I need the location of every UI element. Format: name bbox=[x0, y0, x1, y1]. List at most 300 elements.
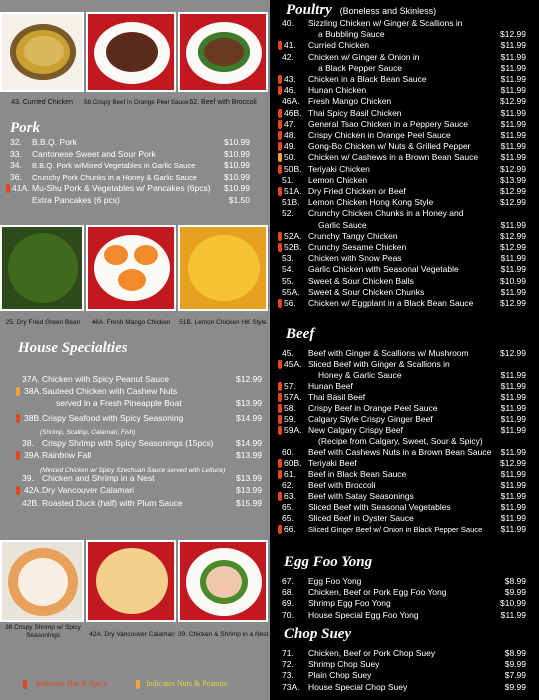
photo-chicken-shrimp-nest bbox=[178, 540, 268, 622]
item-name: Hunan Beef bbox=[308, 381, 353, 391]
menu-item-row bbox=[20, 473, 262, 484]
note-rainbow-fall: (Minced Chicken w/ Spicy Szechuan Sauce served with Lettuce) bbox=[40, 467, 226, 474]
menu-item-row bbox=[280, 175, 526, 186]
item-name: General Tsao Chicken in a Peppery Sauce bbox=[308, 118, 469, 129]
item-number: 32. bbox=[10, 137, 22, 147]
item-name: Calgary Style Crispy Ginger Beef bbox=[308, 414, 433, 424]
menu-item-row bbox=[280, 186, 526, 197]
menu-item-row bbox=[280, 242, 526, 253]
item-name: Crunchy Sesame Chicken bbox=[308, 242, 407, 252]
item-name: Hunan Chicken bbox=[308, 85, 367, 96]
item-name: Shrimp Chop Suey bbox=[308, 659, 380, 670]
hot-pepper-icon bbox=[278, 525, 282, 534]
item-number: 65. bbox=[282, 502, 294, 512]
hot-pepper-icon bbox=[16, 414, 20, 423]
item-name: Chicken with Snow Peas bbox=[308, 253, 402, 264]
item-price: $12.99 bbox=[500, 96, 526, 107]
poultry-title: Poultry bbox=[286, 2, 332, 18]
menu-item-row bbox=[280, 220, 526, 231]
hot-pepper-icon bbox=[23, 680, 27, 689]
hot-pepper-icon bbox=[278, 393, 282, 402]
menu-item-row bbox=[20, 438, 262, 449]
menu-item-row bbox=[280, 74, 526, 85]
item-number: 36. bbox=[10, 171, 22, 182]
item-number: 59. bbox=[284, 414, 296, 424]
item-number: 56. bbox=[284, 298, 296, 308]
item-number: 39. bbox=[22, 473, 34, 484]
item-number: 65. bbox=[282, 513, 294, 523]
item-number: 39A. bbox=[24, 449, 42, 460]
menu-item-row bbox=[280, 610, 526, 621]
menu-item-row bbox=[280, 152, 526, 163]
poultry-heading bbox=[286, 2, 436, 19]
item-name: Chicken and Shrimp in a Nest bbox=[42, 473, 155, 484]
legend-nuts-peanuts: Indicates Nuts & Peanuts bbox=[146, 679, 228, 688]
item-name: Chicken w/ Cashews in a Brown Bean Sauce bbox=[308, 152, 479, 163]
item-price: $10.99 bbox=[224, 148, 250, 159]
menu-item-row bbox=[280, 513, 526, 524]
item-number: 63. bbox=[284, 491, 296, 501]
item-price: $14.99 bbox=[236, 412, 262, 423]
item-number: 51A. bbox=[284, 186, 302, 196]
item-name: House Special Egg Foo Yong bbox=[308, 609, 419, 620]
item-name: Crispy Shrimp with Spicy Seasonings (15pcs) bbox=[42, 437, 214, 448]
item-name: Sweet & Sour Chicken Chunks bbox=[308, 286, 425, 297]
item-name: Extra Pancakes (6 pcs) bbox=[32, 195, 120, 205]
item-price: $8.99 bbox=[504, 576, 526, 586]
menu-item-row bbox=[20, 374, 262, 385]
hot-pepper-icon bbox=[278, 131, 282, 140]
item-price: $10.99 bbox=[224, 171, 250, 182]
menu-item-row bbox=[280, 359, 526, 370]
item-price: $12.99 bbox=[500, 163, 526, 174]
caption-chicken-shrimp-nest: 39. Chicken & Shrimp in a Nest bbox=[178, 631, 269, 638]
item-name: Sweet & Sour Chicken Balls bbox=[308, 275, 414, 286]
item-name: Chicken w/ Ginger & Onion in bbox=[308, 51, 420, 62]
menu-item-row bbox=[280, 40, 526, 51]
item-price: $9.99 bbox=[504, 681, 526, 692]
item-price: $11.99 bbox=[500, 609, 526, 620]
item-number: 53. bbox=[282, 253, 294, 264]
item-price: $13.99 bbox=[236, 449, 262, 460]
item-price: $11.99 bbox=[500, 425, 526, 435]
item-price: $11.99 bbox=[500, 524, 526, 534]
item-price: $12.99 bbox=[500, 197, 526, 208]
item-price: $11.99 bbox=[500, 85, 526, 96]
menu-item-row bbox=[20, 413, 262, 424]
item-price: $11.99 bbox=[500, 152, 526, 163]
item-number: 52B. bbox=[284, 242, 302, 252]
item-name: Sliced Beef with Ginger & Scallions in bbox=[308, 359, 450, 369]
menu-item-row bbox=[280, 648, 526, 659]
photo-beef-broccoli bbox=[178, 12, 268, 92]
item-price: $12.99 bbox=[500, 298, 526, 308]
beef-heading: Beef bbox=[286, 326, 315, 342]
item-name: Honey & Garlic Sauce bbox=[318, 370, 402, 380]
house-specialties-heading: House Specialties bbox=[18, 340, 128, 356]
menu-item-row bbox=[280, 480, 526, 491]
menu-item-row bbox=[280, 414, 526, 425]
item-number: 47. bbox=[284, 118, 296, 129]
item-number: 49. bbox=[284, 141, 296, 152]
photo-lemon-chicken bbox=[178, 225, 268, 311]
item-price: $10.99 bbox=[224, 183, 250, 194]
item-name: Chicken with Spicy Peanut Sauce bbox=[42, 374, 170, 384]
menu-item-row bbox=[280, 670, 526, 681]
item-name: Garlic Chicken with Seasonal Vegetable bbox=[308, 264, 459, 275]
item-number: 68. bbox=[282, 587, 294, 598]
menu-item-row bbox=[8, 195, 250, 206]
menu-item-row bbox=[280, 491, 526, 502]
menu-item-row bbox=[280, 119, 526, 130]
item-name: Sliced Beef in Oyster Sauce bbox=[308, 513, 414, 523]
item-number: 58. bbox=[284, 403, 296, 413]
menu-item-row bbox=[280, 85, 526, 96]
item-price: $11.99 bbox=[500, 253, 526, 264]
item-price: $11.99 bbox=[500, 414, 526, 424]
item-price: $13.99 bbox=[500, 174, 526, 185]
item-name: Fresh Mango Chicken bbox=[308, 96, 392, 107]
item-number: 60B. bbox=[284, 458, 302, 468]
hot-pepper-icon bbox=[278, 41, 282, 50]
item-number: 66. bbox=[284, 524, 296, 534]
item-number: 57A. bbox=[284, 392, 302, 402]
item-number: 38B. bbox=[24, 412, 42, 423]
item-price: $10.99 bbox=[500, 598, 526, 609]
item-price: $11.99 bbox=[500, 118, 526, 129]
item-name: Sauteed Chicken with Cashew Nuts bbox=[42, 385, 178, 396]
item-number: 52A. bbox=[284, 230, 302, 241]
item-number: 46B. bbox=[284, 107, 302, 118]
hot-pepper-icon bbox=[278, 243, 282, 252]
item-number: 41. bbox=[284, 40, 296, 51]
photo-mango-chicken bbox=[86, 225, 176, 311]
item-name: Crunchy Chicken Chunks in a Honey and bbox=[308, 208, 464, 219]
caption-vancouver-calamari: 42A. Dry Vancouver Calamari bbox=[89, 631, 175, 638]
hot-pepper-icon bbox=[6, 184, 10, 193]
menu-item-row bbox=[280, 141, 526, 152]
item-number: 48. bbox=[284, 130, 296, 140]
menu-item-row bbox=[280, 298, 526, 309]
menu-item-row bbox=[20, 398, 262, 409]
menu-item-row bbox=[280, 287, 526, 298]
item-price: $10.99 bbox=[500, 275, 526, 286]
menu-item-row bbox=[280, 197, 526, 208]
item-name: Beef in Black Bean Sauce bbox=[308, 469, 407, 479]
menu-item-row bbox=[280, 587, 526, 598]
item-name: Beef with Cashews Nuts in a Brown Bean Sauce bbox=[308, 447, 492, 457]
menu-item-row bbox=[280, 108, 526, 119]
menu-item-row bbox=[280, 436, 526, 447]
hot-pepper-icon bbox=[278, 382, 282, 391]
item-name: Sliced Ginger Beef w/ Onion in Black Pepper Sauce bbox=[308, 525, 483, 534]
hot-pepper-icon bbox=[278, 470, 282, 479]
menu-item-row bbox=[280, 458, 526, 469]
menu-item-row bbox=[280, 682, 526, 693]
item-price: $11.99 bbox=[500, 403, 526, 413]
item-price: $11.99 bbox=[500, 51, 526, 62]
caption-crispy-shrimp bbox=[0, 624, 86, 640]
menu-item-row bbox=[280, 447, 526, 458]
menu-item-row bbox=[20, 450, 262, 461]
item-number: 45A. bbox=[284, 359, 302, 369]
item-price: $10.99 bbox=[224, 137, 250, 147]
item-name: Shrimp Egg Foo Yong bbox=[308, 598, 391, 609]
hot-pepper-icon bbox=[278, 109, 282, 118]
item-price: $15.99 bbox=[236, 497, 262, 508]
item-name: (Recipe from Calgary, Sweet, Sour & Spicy) bbox=[318, 436, 483, 446]
item-name: Plain Chop Suey bbox=[308, 670, 372, 681]
menu-item-row bbox=[280, 576, 526, 587]
item-price: $9.99 bbox=[504, 659, 526, 670]
menu-item-row bbox=[280, 381, 526, 392]
poultry-subtitle: (Boneless and Skinless) bbox=[339, 6, 437, 16]
item-name: Dry Vancouver Calamari bbox=[42, 484, 134, 495]
egg-foo-yong-heading: Egg Foo Yong bbox=[284, 554, 373, 570]
item-number: 60. bbox=[282, 447, 294, 457]
hot-pepper-icon bbox=[278, 492, 282, 501]
menu-item-row bbox=[280, 264, 526, 275]
item-name: Thai Spicy Basil Chicken bbox=[308, 107, 402, 118]
item-name: Rainbow Fall bbox=[42, 449, 92, 460]
photo-vancouver-calamari bbox=[86, 540, 176, 622]
item-name: Chicken in a Black Bean Sauce bbox=[308, 74, 427, 84]
item-price: $11.99 bbox=[500, 62, 526, 73]
item-price: $8.99 bbox=[504, 648, 526, 658]
hot-pepper-icon bbox=[278, 142, 282, 151]
item-name: B.B.Q. Pork bbox=[32, 137, 77, 147]
caption-curried-chicken: 43. Curried Chicken bbox=[11, 99, 73, 106]
item-price: $11.99 bbox=[500, 381, 526, 391]
item-price: $13.99 bbox=[236, 484, 262, 495]
hot-pepper-icon bbox=[278, 187, 282, 196]
menu-item-row bbox=[280, 370, 526, 381]
item-price: $12.99 bbox=[236, 374, 262, 384]
caption-mango-chicken: 46A. Fresh Mango Chicken bbox=[91, 319, 171, 326]
menu-item-row bbox=[8, 160, 250, 171]
item-number: 40. bbox=[282, 18, 294, 28]
item-price: $11.99 bbox=[500, 107, 526, 118]
caption-green-bean: 25. Dry Fried Green Bean bbox=[5, 319, 81, 326]
item-price: $11.99 bbox=[500, 469, 526, 479]
right-panel bbox=[270, 0, 539, 700]
item-number: 37A. bbox=[22, 374, 40, 384]
item-name: New Calgary Crispy Beef bbox=[308, 425, 403, 435]
photo-green-bean bbox=[0, 225, 84, 311]
item-number: 33. bbox=[10, 148, 22, 159]
pork-heading: Pork bbox=[10, 120, 40, 136]
menu-item-row bbox=[280, 52, 526, 63]
item-name: Lemon Chicken bbox=[308, 174, 368, 185]
item-price: $11.99 bbox=[500, 141, 526, 152]
photo-curried-chicken bbox=[0, 12, 84, 92]
item-name: Chicken w/ Eggplant in a Black Bean Sauce bbox=[308, 298, 474, 308]
item-number: 42B. bbox=[22, 497, 40, 508]
menu-item-row bbox=[280, 253, 526, 264]
menu-item-row bbox=[8, 183, 250, 194]
menu-item-row bbox=[280, 469, 526, 480]
item-price: $9.99 bbox=[504, 587, 526, 598]
item-name: Beef with Ginger & Scallions w/ Mushroom bbox=[308, 348, 469, 358]
nut-pepper-icon bbox=[278, 153, 282, 162]
item-number: 50. bbox=[284, 152, 296, 163]
menu-item-row bbox=[280, 502, 526, 513]
item-name: Lemon Chicken Hong Kong Style bbox=[308, 197, 434, 208]
item-name: Crunchy Pork Chunks in a Honey & Garlic Sauce bbox=[32, 172, 198, 182]
item-name: Curried Chicken bbox=[308, 40, 369, 51]
menu-item-row bbox=[280, 598, 526, 609]
item-price: $12.99 bbox=[500, 458, 526, 468]
item-name: Thai Basil Beef bbox=[308, 392, 366, 402]
item-number: 51B. bbox=[282, 197, 300, 208]
item-price: $13.99 bbox=[236, 397, 262, 408]
item-name: Teriyaki Chicken bbox=[308, 163, 370, 174]
item-price: $12.99 bbox=[500, 29, 526, 40]
hot-pepper-icon bbox=[278, 459, 282, 468]
hot-pepper-icon bbox=[16, 451, 20, 460]
item-price: $11.99 bbox=[500, 502, 526, 512]
item-price: $11.99 bbox=[500, 130, 526, 140]
item-name: Sliced Beef with Seasonal Vegetables bbox=[308, 502, 451, 512]
menu-item-row bbox=[280, 63, 526, 74]
item-name: Chicken, Beef or Pork Egg Foo Yong bbox=[308, 587, 447, 598]
item-number: 51. bbox=[282, 174, 294, 185]
menu-item-row bbox=[20, 386, 262, 397]
item-price: $11.99 bbox=[500, 370, 526, 380]
photo-crispy-shrimp bbox=[0, 540, 84, 622]
item-number: 38. bbox=[22, 437, 34, 448]
caption-beef-broccoli: 62. Beef with Broccoli bbox=[189, 99, 257, 106]
item-price: $12.99 bbox=[500, 348, 526, 358]
item-price: $14.99 bbox=[236, 437, 262, 448]
item-number: 71. bbox=[282, 648, 294, 658]
item-name: Egg Foo Yong bbox=[308, 576, 362, 586]
menu-item-row bbox=[8, 172, 250, 183]
item-name: Garlic Sauce bbox=[318, 219, 367, 230]
item-name: a Black Pepper Sauce bbox=[318, 62, 403, 73]
hot-pepper-icon bbox=[278, 415, 282, 424]
item-number: 62. bbox=[282, 480, 294, 490]
item-name: Crispy Chicken in Orange Peel Sauce bbox=[308, 130, 451, 140]
item-price: $12.99 bbox=[500, 186, 526, 196]
caption-lemon-chicken: 51B. Lemon Chicken HK Style bbox=[179, 319, 267, 326]
item-price: $11.99 bbox=[500, 392, 526, 402]
item-price: $7.99 bbox=[504, 670, 526, 681]
item-number: 73. bbox=[282, 670, 294, 681]
menu-item-row bbox=[8, 149, 250, 160]
item-number: 73A. bbox=[282, 681, 300, 692]
hot-pepper-icon bbox=[278, 299, 282, 308]
item-price: $11.99 bbox=[500, 480, 526, 490]
nut-pepper-icon bbox=[136, 680, 140, 689]
caption-orange-peel-beef: 58.Crispy Beef in Orange Peel Sauce bbox=[84, 99, 189, 106]
item-price: $11.99 bbox=[500, 513, 526, 523]
item-number: 42A. bbox=[24, 484, 42, 495]
item-name: Beef with Satay Seasonings bbox=[308, 491, 414, 501]
menu-item-row bbox=[280, 29, 526, 40]
item-number: 41A. bbox=[12, 183, 30, 194]
item-name: Gong-Bo Chicken w/ Nuts & Grilled Pepper bbox=[308, 141, 471, 152]
item-name: Crispy Beef in Orange Peel Sauce bbox=[308, 403, 438, 413]
hot-pepper-icon bbox=[16, 486, 20, 495]
menu-item-row bbox=[280, 276, 526, 287]
item-price: $13.99 bbox=[236, 473, 262, 484]
menu-item-row bbox=[280, 524, 526, 535]
item-number: 45. bbox=[282, 348, 294, 358]
hot-pepper-icon bbox=[278, 120, 282, 129]
hot-pepper-icon bbox=[278, 232, 282, 241]
item-number: 55A. bbox=[282, 286, 300, 297]
hot-pepper-icon bbox=[278, 360, 282, 369]
item-name: Chicken, Beef or Pork Chop Suey bbox=[308, 648, 436, 658]
item-number: 42. bbox=[282, 51, 294, 62]
item-name: Crunchy Tangy Chicken bbox=[308, 230, 398, 241]
item-number: 34. bbox=[10, 160, 22, 171]
item-name: Cantonese Sweet and Sour Pork bbox=[32, 148, 156, 159]
item-name: Sizzling Chicken w/ Ginger & Scallions in bbox=[308, 18, 463, 28]
item-price: $11.99 bbox=[500, 219, 526, 230]
hot-pepper-icon bbox=[278, 426, 282, 435]
caption-crispy-shrimp-text: 38.Crispy Shrimp w/ Spicy Seasonings bbox=[5, 624, 81, 639]
menu-item-row bbox=[8, 137, 250, 148]
menu-item-row bbox=[280, 231, 526, 242]
item-price: $11.99 bbox=[500, 286, 526, 297]
item-name: Beef with Broccoli bbox=[308, 480, 376, 490]
item-number: 43. bbox=[284, 74, 296, 84]
item-number: 46A. bbox=[282, 96, 300, 107]
hot-pepper-icon bbox=[278, 75, 282, 84]
item-number: 38A. bbox=[24, 385, 42, 396]
item-price: $11.99 bbox=[500, 491, 526, 501]
menu-item-row bbox=[280, 96, 526, 107]
item-number: 61. bbox=[284, 469, 296, 479]
item-price: $11.99 bbox=[500, 40, 526, 51]
chop-suey-heading: Chop Suey bbox=[284, 626, 352, 642]
item-number: 69. bbox=[282, 598, 294, 609]
item-name: Roasted Duck (half) with Plum Sauce bbox=[42, 497, 183, 508]
item-number: 52. bbox=[282, 208, 294, 219]
nut-pepper-icon bbox=[16, 387, 20, 396]
menu-item-row bbox=[280, 18, 526, 29]
item-number: 70. bbox=[282, 609, 294, 620]
menu-item-row bbox=[280, 659, 526, 670]
menu-item-row bbox=[280, 130, 526, 141]
item-name: House Special Chop Suey bbox=[308, 681, 408, 692]
item-number: 72. bbox=[282, 659, 294, 670]
item-price: $12.99 bbox=[500, 242, 526, 252]
item-price: $1.50 bbox=[228, 195, 250, 205]
legend-hot-spicy: Indicates Hot & Spicy bbox=[36, 679, 108, 688]
hot-pepper-icon bbox=[278, 165, 282, 174]
item-name: Mu-Shu Pork & Vegetables w/ Pancakes (6pcs) bbox=[32, 183, 211, 194]
menu-item-row bbox=[280, 164, 526, 175]
item-number: 67. bbox=[282, 576, 294, 586]
item-number: 57. bbox=[284, 381, 296, 391]
item-name: B.B.Q. Pork w/Mixed Vegetables in Garlic Sauce bbox=[32, 161, 196, 171]
item-name: Teriyaki Beef bbox=[308, 458, 357, 468]
item-price: $10.99 bbox=[224, 160, 250, 171]
menu-item-row bbox=[280, 208, 526, 219]
item-name: Crispy Seafood with Spicy Seasoning bbox=[42, 412, 184, 423]
item-name: a Bubbling Sauce bbox=[318, 29, 385, 40]
hot-pepper-icon bbox=[278, 86, 282, 95]
menu-item-row bbox=[280, 425, 526, 436]
menu-item-row bbox=[280, 348, 526, 359]
note-seafood: (Shrimp, Scallop, Calamari, Fish) bbox=[40, 429, 136, 436]
menu-item-row bbox=[280, 392, 526, 403]
menu-item-row bbox=[280, 403, 526, 414]
item-price: $11.99 bbox=[500, 447, 526, 457]
